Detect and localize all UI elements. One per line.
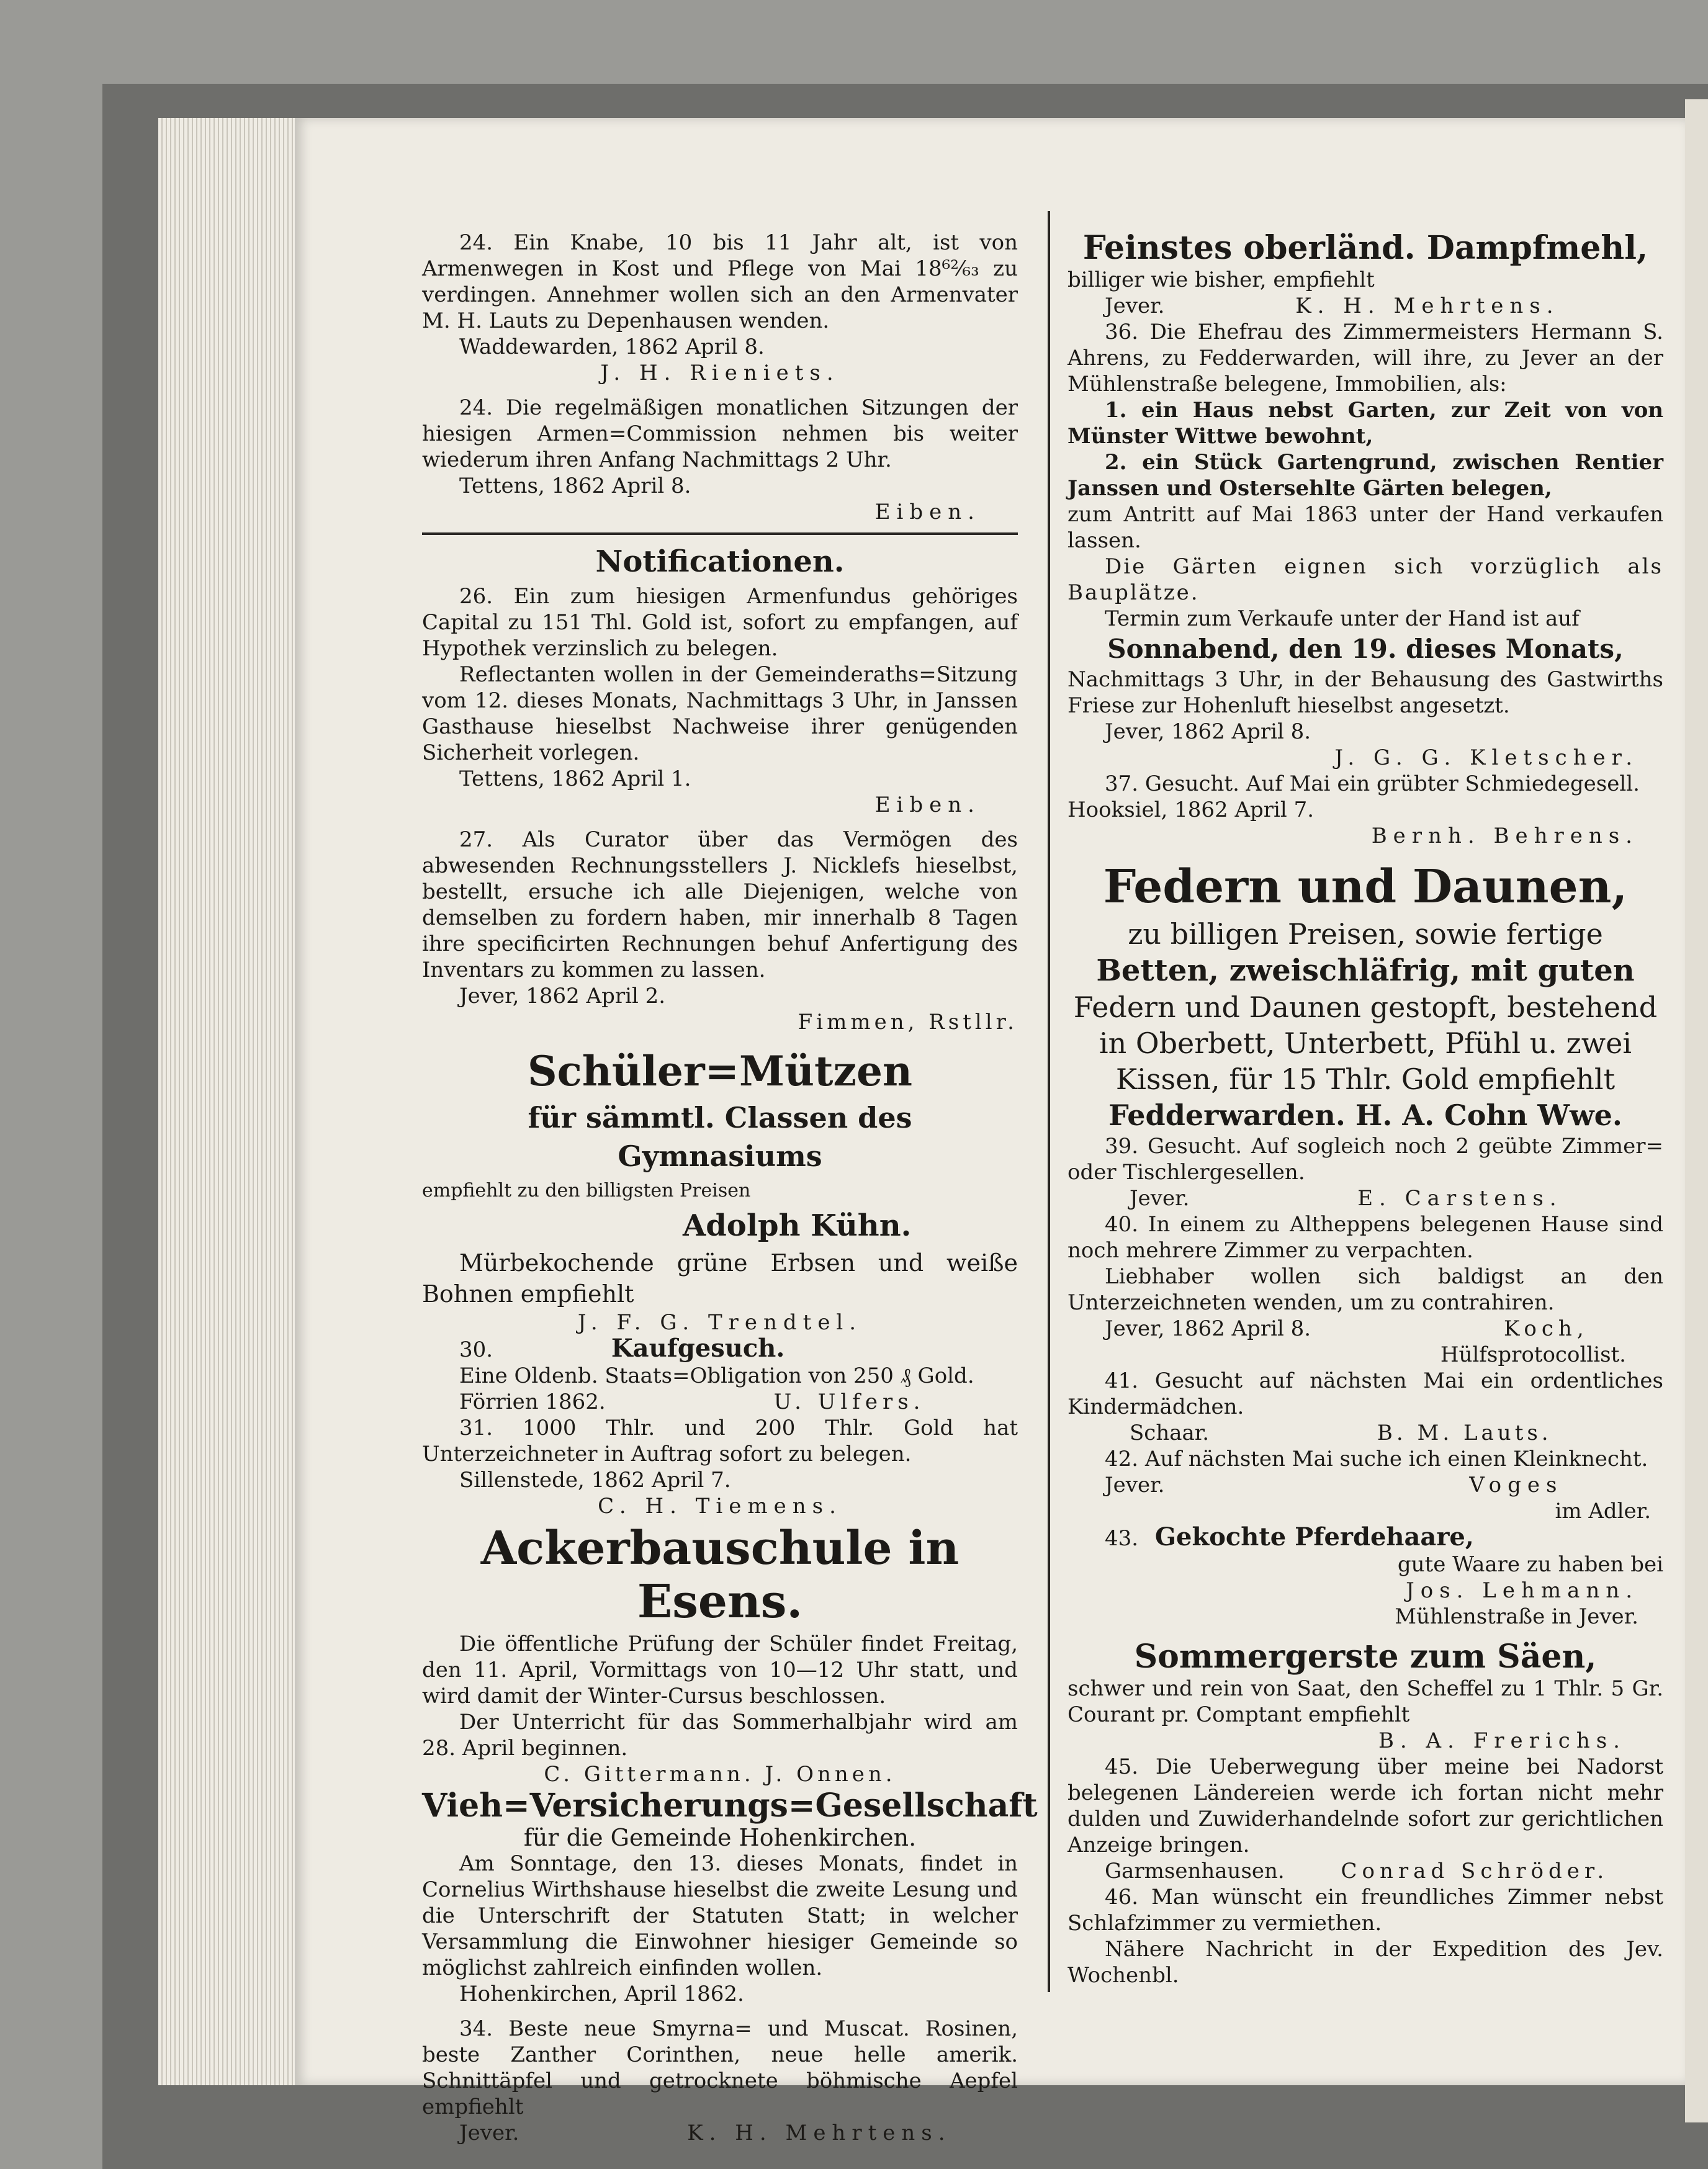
ad-signature-2: Hülfsprotocollist.	[1440, 1342, 1626, 1367]
ad-text: 45. Die Ueberwegung über meine bei Nadorst belegenen Ländereien werde ich fortan nicht mehr dulden und Zuwiderhandelnde sofort zur gerichtlichen Anzeige bringen.	[1068, 1754, 1663, 1857]
ad-signature: K. H. Mehrtens.	[1295, 294, 1560, 318]
ad-text-2: Nähere Nachricht in der Expedition des Jev. Wochenbl.	[1068, 1937, 1663, 1988]
ad-text: 39. Gesucht. Auf sogleich noch 2 geübte Zimmer= oder Tischlergesellen.	[1068, 1134, 1663, 1185]
ad-34	[422, 2016, 1018, 2146]
ad-text: 46. Man wünscht ein freundliches Zimmer nebst Schlafzimmer zu vermiethen.	[1068, 1885, 1663, 1936]
right-column	[1068, 230, 1663, 1988]
ad-signature: Conrad Schröder.	[1341, 1859, 1609, 1884]
ad-place: Tettens, 1862 April 8.	[459, 474, 691, 498]
ad-place: Hooksiel, 1862 April 7.	[1068, 797, 1315, 822]
ad-signature: B. A. Frerichs.	[1378, 1728, 1626, 1753]
ad-place: Jever, 1862 April 8.	[1105, 719, 1311, 744]
ad-signature: U. Ulfers.	[773, 1390, 925, 1414]
ad-header-line	[1068, 1524, 1663, 1552]
ad-39	[1068, 1133, 1663, 1211]
ad-text: 40. In einem zu Altheppens belegenen Hause sind noch mehrere Zimmer zu verpachten.	[1068, 1212, 1663, 1263]
ad-signature: J. H. Rieniets.	[600, 361, 840, 385]
ad-item-1: 1. ein Haus nebst Garten, zur Zeit von von Münster Wittwe bewohnt,	[1068, 398, 1663, 449]
ad-title: Ackerbauschule in Esens.	[480, 1522, 960, 1628]
ad-signature: Bernh. Behrens.	[1371, 824, 1638, 848]
ad-text-2: Der Unterricht für das Sommerhalbjahr wird am 28. April beginnen.	[422, 1710, 1018, 1761]
ad-place: Förrien 1862.	[459, 1390, 606, 1414]
section-rule	[422, 532, 1018, 535]
ad-line-6: Fedderwarden. H. A. Cohn Wwe.	[1108, 1098, 1622, 1132]
ad-sommergerste	[1068, 1638, 1663, 1754]
ad-title: Schüler=Mützen	[528, 1047, 912, 1095]
ad-text: 41. Gesucht auf nächsten Mai ein ordentliches Kindermädchen.	[1068, 1368, 1663, 1419]
ad-footer-line	[422, 2120, 1018, 2146]
ad-name: Adolph Kühn.	[683, 1208, 912, 1243]
ad-signature: K. H. Mehrtens.	[687, 2121, 951, 2145]
ad-text: schwer und rein von Saat, den Scheffel zu 1 Thlr. 5 Gr. Courant pr. Comptant empfiehlt	[1068, 1676, 1663, 1727]
ad-42	[1068, 1446, 1663, 1524]
ad-heading: Gekochte Pferdehaare,	[1154, 1522, 1474, 1552]
ad-text-2: zum Antritt auf Mai 1863 unter der Hand verkaufen lassen.	[1068, 502, 1663, 553]
ad-place: Waddewarden, 1862 April 8.	[459, 335, 765, 359]
ad-header-line	[422, 1336, 1018, 1363]
ad-text: 27. Als Curator über das Vermögen des abwesenden Rechnungsstellers J. Nicklefs hieselbst, bestellt, ersuche ich alle Diejenigen, welche von demselben zu fordern haben, mir innerhalb 8 Tagen ihre specificirten Rechnungen behuf Anfertigung des Inventars zu kommen zu lassen.	[422, 827, 1018, 982]
ad-line-5: Kissen, für 15 Thlr. Gold empfiehlt	[1115, 1062, 1616, 1096]
ad-signature: Jos. Lehmann.	[1406, 1578, 1638, 1603]
ad-heading: Kaufgesuch.	[611, 1334, 785, 1363]
ad-schueler-muetzen	[422, 1046, 1018, 1245]
ad-text: 34. Beste neue Smyrna= und Muscat. Rosinen, beste Zanther Corinthen, neue helle amerik. Schnittäpfel und getrocknete böhmische Aepfel empfiehlt	[422, 2016, 1018, 2119]
ad-title: Federn und Daunen,	[1103, 860, 1628, 914]
ad-place: Garmsenhausen.	[1105, 1859, 1285, 1884]
ad-footer-line	[422, 1389, 1018, 1415]
ad-46	[1068, 1884, 1663, 1988]
ad-text: 36. Die Ehefrau des Zimmermeisters Hermann S. Ahrens, zu Fedderwarden, will ihre, zu Jever an der Mühlenstraße belegene, Immobilien, als:	[1068, 320, 1663, 397]
ad-footer-line	[1068, 1858, 1663, 1884]
ad-place: Hohenkirchen, April 1862.	[459, 1982, 744, 2006]
ad-text: 42. Auf nächsten Mai suche ich einen Kleinknecht.	[1105, 1447, 1648, 1471]
ad-text: 24. Ein Knabe, 10 bis 11 Jahr alt, ist von Armenwegen in Kost und Pflege von Mai 18⁶²⁄₆₃ zu verdingen. Annehmer wollen sich an den Armenvater M. H. Lauts zu Depenhausen wenden.	[422, 230, 1018, 333]
ad-signature: C. Gittermann. J. Onnen.	[544, 1762, 896, 1787]
ad-text: billiger wie bisher, empfiehlt	[1068, 267, 1375, 292]
ad-signature: J. G. G. Kletscher.	[1334, 745, 1638, 770]
ad-text-4: Termin zum Verkaufe unter der Hand ist auf	[1105, 606, 1580, 631]
ad-text-5: Nachmittags 3 Uhr, in der Behausung des Gastwirths Friese zur Hohenluft hieselbst angesetzt.	[1068, 667, 1663, 718]
ad-dampfmehl	[1068, 230, 1663, 319]
ad-text: 31. 1000 Thlr. und 200 Thlr. Gold hat Unterzeichneter in Auftrag sofort zu belegen.	[422, 1416, 1018, 1466]
ad-text: Am Sonntage, den 13. dieses Monats, findet in Cornelius Wirthshause hieselbst die zweite Lesung und die Unterschrift der Statuten Statt; in welcher Versammlung die Einwohner hiesiger Gemeinde so möglichst zahlreich einfinden wollen.	[422, 1851, 1018, 1980]
ad-37	[1068, 771, 1663, 849]
ad-45	[1068, 1754, 1663, 1884]
ad-signature: C. H. Tiemens.	[598, 1494, 842, 1519]
ad-27	[422, 827, 1018, 1035]
ad-place: Jever.	[1105, 1473, 1165, 1498]
ad-federn-daunen	[1068, 860, 1663, 1133]
ad-41	[1068, 1368, 1663, 1446]
ad-ackerbauschule	[422, 1522, 1018, 1787]
ad-place: Sillenstede, 1862 April 7.	[459, 1468, 731, 1493]
ad-date-heading: Sonnabend, den 19. dieses Monats,	[1107, 634, 1624, 664]
ad-31	[422, 1415, 1018, 1519]
ad-subtitle: für die Gemeinde Hohenkirchen.	[523, 1824, 917, 1851]
ad-place: Jever, 1862 April 8.	[1105, 1316, 1311, 1341]
ad-subtitle: für sämmtl. Classen des Gymnasiums	[528, 1101, 912, 1173]
ad-40	[1068, 1211, 1663, 1368]
ad-signature: Fimmen, Rstllr.	[798, 1010, 1018, 1035]
ad-place: Jever.	[1105, 294, 1165, 318]
ad-title: Vieh=Versicherungs=Gesellschaft	[422, 1787, 1038, 1825]
ad-text-2: Liebhaber wollen sich baldigst an den Unterzeichneten wenden, um zu contrahiren.	[1068, 1264, 1663, 1315]
facing-page-edge	[1685, 99, 1708, 2122]
ad-footer-line	[1068, 1316, 1663, 1342]
ad-text: gute Waare zu haben bei	[1397, 1552, 1663, 1577]
ad-line-3: Federn und Daunen gestopft, bestehend	[1073, 990, 1658, 1024]
ad-footer-line	[1068, 1472, 1663, 1498]
ad-text: 37. Gesucht. Auf Mai ein grübter Schmiedegesell.	[1105, 771, 1640, 796]
ad-24-sitzungen	[422, 395, 1018, 525]
ad-footer-line	[1068, 293, 1663, 319]
ad-footer-line	[1068, 1185, 1663, 1211]
ad-place: Jever, 1862 April 2.	[459, 984, 666, 1008]
ad-number: 43.	[1105, 1526, 1139, 1551]
ad-small: empfiehlt zu den billigsten Preisen	[422, 1180, 751, 1201]
ad-text-3: Die Gärten eignen sich vorzüglich als Bauplätze.	[1068, 554, 1663, 605]
ad-item-2: 2. ein Stück Gartengrund, zwischen Rentier Janssen und Ostersehlte Gärten belegen,	[1068, 450, 1663, 501]
ad-text: Mürbekochende grüne Erbsen und weiße Bohnen empfiehlt	[422, 1249, 1018, 1308]
ad-signature: B. M. Lauts.	[1377, 1421, 1552, 1445]
ad-signature: Koch,	[1503, 1316, 1589, 1341]
section-heading-notificationen: Notificationen.	[595, 544, 845, 579]
ad-title: Sommergerste zum Säen,	[1134, 1638, 1597, 1676]
left-column	[422, 230, 1038, 2146]
ad-text: 24. Die regelmäßigen monatlichen Sitzungen der hiesigen Armen=Commission nehmen bis weiter wiederum ihren Anfang Nachmittags 2 Uhr.	[422, 395, 1018, 472]
ad-title: Feinstes oberländ. Dampfmehl,	[1082, 229, 1648, 267]
ad-line-1: zu billigen Preisen, sowie fertige	[1128, 917, 1603, 951]
ad-line-4: in Oberbett, Unterbett, Pfühl u. zwei	[1099, 1026, 1632, 1060]
ad-vieh-versicherung	[422, 1787, 1038, 2007]
ad-signature: Eiben.	[874, 793, 981, 817]
ad-signature: E. Carstens.	[1357, 1186, 1563, 1211]
ad-text: Eine Oldenb. Staats=Obligation von 250 ₰ Gold.	[459, 1363, 974, 1388]
ad-number: 30.	[459, 1337, 493, 1362]
ad-erbsen	[422, 1247, 1018, 1336]
ad-place: Schaar.	[1130, 1421, 1210, 1445]
ad-36	[1068, 319, 1663, 771]
ad-footer-line	[1068, 1420, 1663, 1446]
page-edges	[158, 118, 295, 2085]
column-divider	[1048, 211, 1050, 1992]
ad-text-2: Reflectanten wollen in der Gemeinderaths=Sitzung vom 12. dieses Monats, Nachmittags 3 Uhr, in Janssen Gasthause hieselbst Nachweise ihrer genügenden Sicherheit vorlegen.	[422, 662, 1018, 765]
ad-signature-2: im Adler.	[1555, 1499, 1651, 1524]
ad-place: Tettens, 1862 April 1.	[459, 766, 691, 791]
ad-signature: J. F. G. Trendtel.	[577, 1310, 863, 1335]
ad-24-knabe	[422, 230, 1018, 386]
ad-place: Jever.	[1130, 1186, 1190, 1211]
ad-line-2: Betten, zweischläfrig, mit guten	[1096, 953, 1635, 988]
ad-text: Die öffentliche Prüfung der Schüler findet Freitag, den 11. April, Vormittags von 10—12 Uhr statt, und wird damit der Winter-Cursus beschlossen.	[422, 1632, 1018, 1709]
ad-26	[422, 583, 1018, 818]
ad-signature-2: Mühlenstraße in Jever.	[1395, 1604, 1638, 1629]
ad-signature: Eiben.	[874, 500, 981, 524]
ad-text: 26. Ein zum hiesigen Armenfundus gehöriges Capital zu 151 Thl. Gold ist, sofort zu empfangen, auf Hypothek verzinslich zu belegen.	[422, 584, 1018, 661]
ad-place: Jever.	[459, 2121, 519, 2145]
ad-signature: Voges	[1469, 1473, 1563, 1498]
ad-30	[422, 1336, 1018, 1415]
ad-43	[1068, 1524, 1663, 1630]
